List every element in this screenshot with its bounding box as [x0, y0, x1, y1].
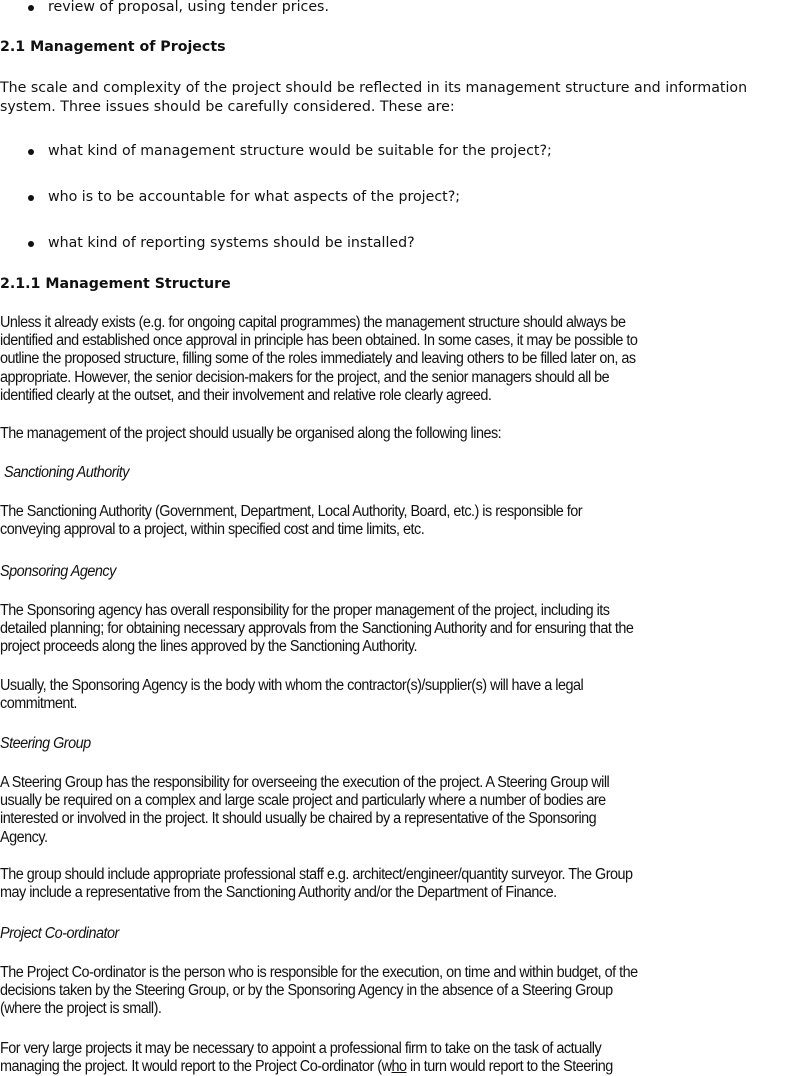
underlined-text: ho — [391, 1058, 407, 1076]
text-line: The scale and complexity of the project should be reflected in its management structure and information — [0, 80, 748, 96]
text-line: identified clearly at the outset, and their involvement and relative role clearly agreed. — [0, 386, 492, 404]
organisation-lines-paragraph: The management of the project should usually be organised along the following lines: — [0, 425, 502, 442]
text-line: may include a representative from the Sanctioning Authority and/or the Department of Finance. — [0, 884, 557, 902]
text-line: (where the project is small). — [0, 1000, 162, 1018]
text-line: Usually, the Sponsoring Agency is the body with whom the contractor(s)/supplier(s) will have a legal — [0, 677, 584, 694]
sponsoring-agency-paragraph-2 — [0, 677, 800, 713]
text-line: outline the proposed structure, filling some of the roles immediately and leaving others to be filled later on, as — [0, 350, 636, 368]
steering-group-paragraph-1 — [0, 774, 800, 847]
bullet-icon — [28, 149, 34, 155]
role-title-steering-group: Steering Group — [0, 735, 91, 752]
sanctioning-authority-paragraph — [0, 503, 800, 539]
section-heading-2-1: 2.1 Management of Projects — [0, 39, 226, 55]
section-heading-2-1-1: 2.1.1 Management Structure — [0, 276, 231, 292]
text-line: conveying approval to a project, within specified cost and time limits, etc. — [0, 521, 425, 539]
bullet-icon — [28, 5, 34, 11]
bullet-text: who is to be accountable for what aspects of the project?; — [48, 189, 461, 205]
text-line: identified and established once approval in principle has been obtained. In some cases, it may be possible to — [0, 332, 638, 350]
sponsoring-agency-paragraph-1 — [0, 602, 800, 657]
text-line: The group should include appropriate professional staff e.g. architect/engineer/quantity surveyor. The Group — [0, 866, 633, 883]
management-structure-paragraph — [0, 314, 800, 405]
text-line: interested or involved in the project. It should usually be chaired by a representative of the Sponsoring — [0, 810, 597, 828]
text-line: detailed planning; for obtaining necessary approvals from the Sanctioning Authority and for ensuring that the — [0, 620, 634, 638]
role-title-project-coordinator: Project Co-ordinator — [0, 925, 119, 942]
text-line: The Project Co-ordinator is the person who is responsible for the execution, on time and within budget, of the — [0, 964, 638, 981]
text-line: decisions taken by the Steering Group, or by the Sponsoring Agency in the absence of a Steering Group — [0, 982, 613, 1000]
steering-group-paragraph-2 — [0, 866, 800, 902]
bullet-icon — [28, 195, 34, 201]
bullet-text: review of proposal, using tender prices. — [48, 0, 329, 15]
bullet-text: what kind of management structure would be suitable for the project?; — [48, 143, 552, 159]
text-line: usually be required on a complex and large scale project and particularly where a number of bodies are — [0, 792, 606, 810]
text-line: appropriate. However, the senior decision-makers for the project, and the senior managers should all be — [0, 368, 610, 386]
project-coordinator-paragraph-2 — [0, 1040, 800, 1076]
text-line: A Steering Group has the responsibility for overseeing the execution of the project. A Steering Group will — [0, 774, 610, 791]
text-line: The Sponsoring agency has overall responsibility for the proper management of the project, including its — [0, 602, 610, 619]
text-line: managing the project. It would report to the Project Co-ordinator (who in turn would report to the Steering — [0, 1058, 613, 1076]
role-title-sanctioning-authority: Sanctioning Authority — [4, 464, 129, 481]
project-coordinator-paragraph-1 — [0, 964, 800, 1019]
section-2-1-intro-paragraph — [0, 79, 800, 116]
bullet-text: what kind of reporting systems should be installed? — [48, 235, 415, 251]
bullet-icon — [28, 241, 34, 247]
text-line: Unless it already exists (e.g. for ongoing capital programmes) the management structure should always be — [0, 314, 626, 331]
text-line: The Sanctioning Authority (Government, Department, Local Authority, Board, etc.) is responsible for — [0, 503, 583, 520]
text-line: system. Three issues should be carefully considered. These are: — [0, 98, 455, 115]
text-line: Agency. — [0, 828, 48, 846]
text-line: For very large projects it may be necessary to appoint a professional firm to take on the task of actually — [0, 1040, 602, 1057]
text-line: commitment. — [0, 695, 77, 713]
text-line: project proceeds along the lines approved by the Sanctioning Authority. — [0, 638, 417, 656]
role-title-sponsoring-agency: Sponsoring Agency — [0, 563, 116, 580]
